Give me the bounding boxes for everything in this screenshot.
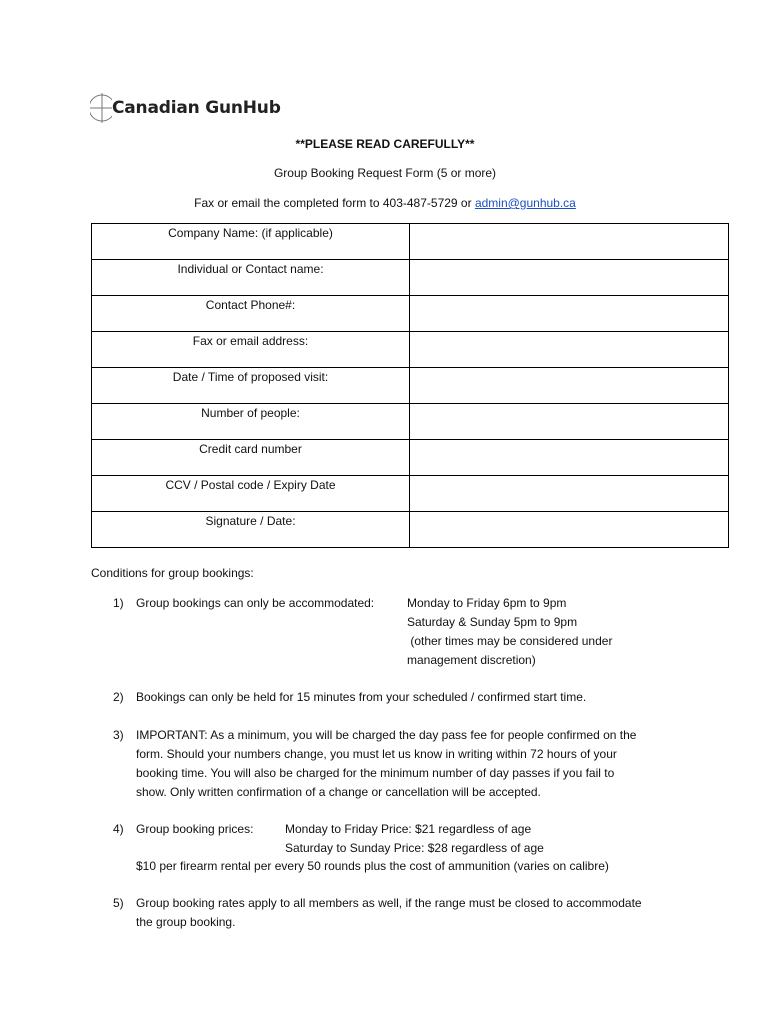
condition-2-text: Bookings can only be held for 15 minutes from your scheduled / confirmed start time. (136, 690, 587, 704)
instructions-text: Fax or email the completed form to 403-487-5729 or (194, 196, 475, 210)
form-title: Group Booking Request Form (5 or more) (273, 166, 497, 180)
logo-text: Canadian GunHub (112, 98, 281, 118)
form-field-input[interactable] (410, 368, 729, 404)
condition-3-line: booking time. You will also be charged for the minimum number of day passes if you fail to (136, 766, 615, 780)
form-field-input[interactable] (410, 476, 729, 512)
condition-3-number: 3) (113, 728, 124, 742)
email-link[interactable]: admin@gunhub.ca (474, 196, 576, 210)
condition-3-line: show. Only written confirmation of a change or cancellation will be accepted. (136, 785, 541, 799)
form-field-label: Credit card number (92, 440, 410, 476)
form-field-input[interactable] (410, 404, 729, 440)
condition-5-number: 5) (113, 896, 124, 910)
condition-5-text (136, 894, 642, 932)
condition-1-hours (407, 594, 612, 670)
condition-4-line: Saturday to Sunday Price: $28 regardless of age (285, 841, 544, 855)
condition-4-label: Group booking prices: (136, 822, 254, 836)
form-row (92, 260, 729, 296)
form-field-input[interactable] (410, 224, 729, 260)
form-row (92, 440, 729, 476)
form-row (92, 332, 729, 368)
form-field-label: Signature / Date: (92, 512, 410, 548)
condition-2-number: 2) (113, 690, 124, 704)
condition-3-line: form. Should your numbers change, you must let us know in writing within 72 hours of your (136, 747, 617, 761)
form-field-label: CCV / Postal code / Expiry Date (92, 476, 410, 512)
form-row (92, 476, 729, 512)
condition-1-label: Group bookings can only be accommodated: (136, 596, 375, 610)
form-row (92, 368, 729, 404)
condition-3-text (136, 726, 636, 802)
form-field-label: Date / Time of proposed visit: (92, 368, 410, 404)
form-field-input[interactable] (410, 296, 729, 332)
form-field-input[interactable] (410, 260, 729, 296)
condition-5-line: the group booking. (136, 915, 236, 929)
condition-1-line: (other times may be considered under (407, 634, 613, 648)
form-row (92, 224, 729, 260)
form-row (92, 296, 729, 332)
condition-5-line: Group booking rates apply to all members as well, if the range must be closed to accommodate (136, 896, 642, 910)
condition-3-line: IMPORTANT: As a minimum, you will be charged the day pass fee for people confirmed on the (136, 728, 637, 742)
form-field-label: Company Name: (if applicable) (92, 224, 410, 260)
booking-form-table (91, 223, 729, 548)
form-field-input[interactable] (410, 440, 729, 476)
form-field-input[interactable] (410, 512, 729, 548)
condition-1-line: Monday to Friday 6pm to 9pm (407, 596, 567, 610)
form-field-input[interactable] (410, 332, 729, 368)
condition-1-line: management discretion) (407, 653, 536, 667)
form-field-label: Number of people: (92, 404, 410, 440)
form-row (92, 404, 729, 440)
submit-instructions (0, 196, 770, 210)
notice-heading: **PLEASE READ CAREFULLY** (295, 137, 475, 151)
form-field-label: Individual or Contact name: (92, 260, 410, 296)
condition-1-number: 1) (113, 596, 124, 610)
form-field-label: Contact Phone#: (92, 296, 410, 332)
conditions-title: Conditions for group bookings: (91, 566, 254, 580)
company-logo (90, 91, 281, 125)
form-row (92, 512, 729, 548)
condition-4-number: 4) (113, 822, 124, 836)
condition-4-prices (285, 820, 544, 858)
condition-1-line: Saturday & Sunday 5pm to 9pm (407, 615, 578, 629)
condition-4-line: Monday to Friday Price: $21 regardless of age (285, 822, 532, 836)
condition-4-rental: $10 per firearm rental per every 50 rounds plus the cost of ammunition (varies on calibre) (136, 859, 609, 873)
form-field-label: Fax or email address: (92, 332, 410, 368)
crosshair-icon (90, 91, 112, 125)
